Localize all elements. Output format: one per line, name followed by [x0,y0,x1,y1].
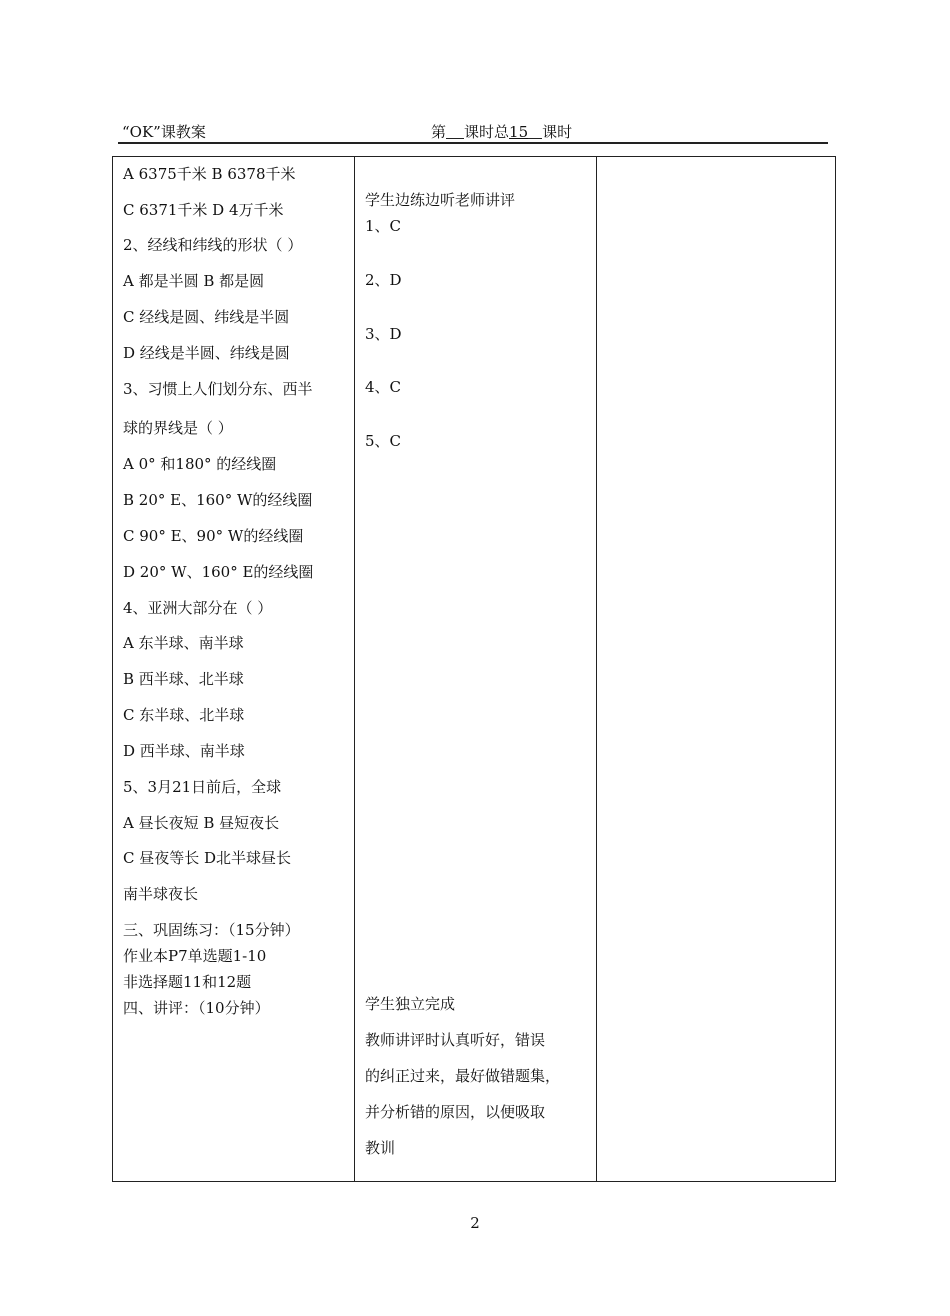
answer-line: 4、C [365,378,402,396]
header-title: “OK”课教案 [122,123,206,141]
content-line: 南半球夜长 [123,885,199,903]
header-mid: 课时总 [464,123,510,141]
header-total: 15 [509,123,529,141]
content-line: 5、3月21日前后，全球 [123,778,282,796]
content-line: 四、讲评：（10分钟） [123,999,270,1017]
content-line: C 东半球、北半球 [123,706,245,724]
activity-line: 学生独立完成 [365,995,456,1013]
answer-line: 5、C [365,432,402,450]
answer-line: 2、D [365,271,402,289]
content-line: A 都是半圆 B 都是圆 [123,272,265,290]
page-header [118,118,828,144]
content-line: B 20° E、160° W的经线圈 [123,491,313,509]
page-number: 2 [470,1214,480,1232]
content-line: D 经线是半圆、纬线是圆 [123,344,290,362]
answer-line: 1、C [365,217,402,235]
header-prefix: 第 [431,123,447,141]
column-divider-2 [596,157,597,1181]
content-line: 3、习惯上人们划分东、西半 [123,380,313,398]
content-line: C 昼夜等长 D北半球昼长 [123,849,292,867]
content-line: C 90° E、90° W的经线圈 [123,527,304,545]
lesson-table [112,156,836,1182]
content-line: 4、亚洲大部分在（ ） [123,599,273,617]
content-line: A 昼长夜短 B 昼短夜长 [123,814,280,832]
column-divider-1 [354,157,355,1181]
content-line: 三、巩固练习：（15分钟） [123,921,300,939]
content-line: C 经线是圆、纬线是半圆 [123,308,290,326]
content-line: C 6371千米 D 4万千米 [123,201,284,219]
content-line: D 20° W、160° E的经线圈 [123,563,314,581]
activity-line: 教师讲评时认真听好，错误 [365,1031,546,1049]
content-line: 球的界线是（ ） [123,419,233,437]
content-line: A 0° 和180° 的经线圈 [123,455,277,473]
header-suffix: 课时 [542,123,573,141]
content-line: D 西半球、南半球 [123,742,245,760]
content-line: A 6375千米 B 6378千米 [123,165,296,183]
activity-line: 并分析错的原因，以便吸取 [365,1103,546,1121]
header-lesson-info [431,121,572,142]
header-blank [446,124,464,139]
content-line: B 西半球、北半球 [123,670,244,688]
content-line: A 东半球、南半球 [123,634,244,652]
activity-line: 学生边练边听老师讲评 [365,191,516,209]
answer-line: 3、D [365,325,402,343]
activity-line: 的纠正过来，最好做错题集， [365,1067,561,1085]
content-line: 非选择题11和12题 [123,973,252,991]
content-line: 2、经线和纬线的形状（ ） [123,236,303,254]
header-blank-2 [528,124,542,139]
activity-line: 教训 [365,1139,396,1157]
content-line: 作业本P7单选题1-10 [123,947,267,965]
